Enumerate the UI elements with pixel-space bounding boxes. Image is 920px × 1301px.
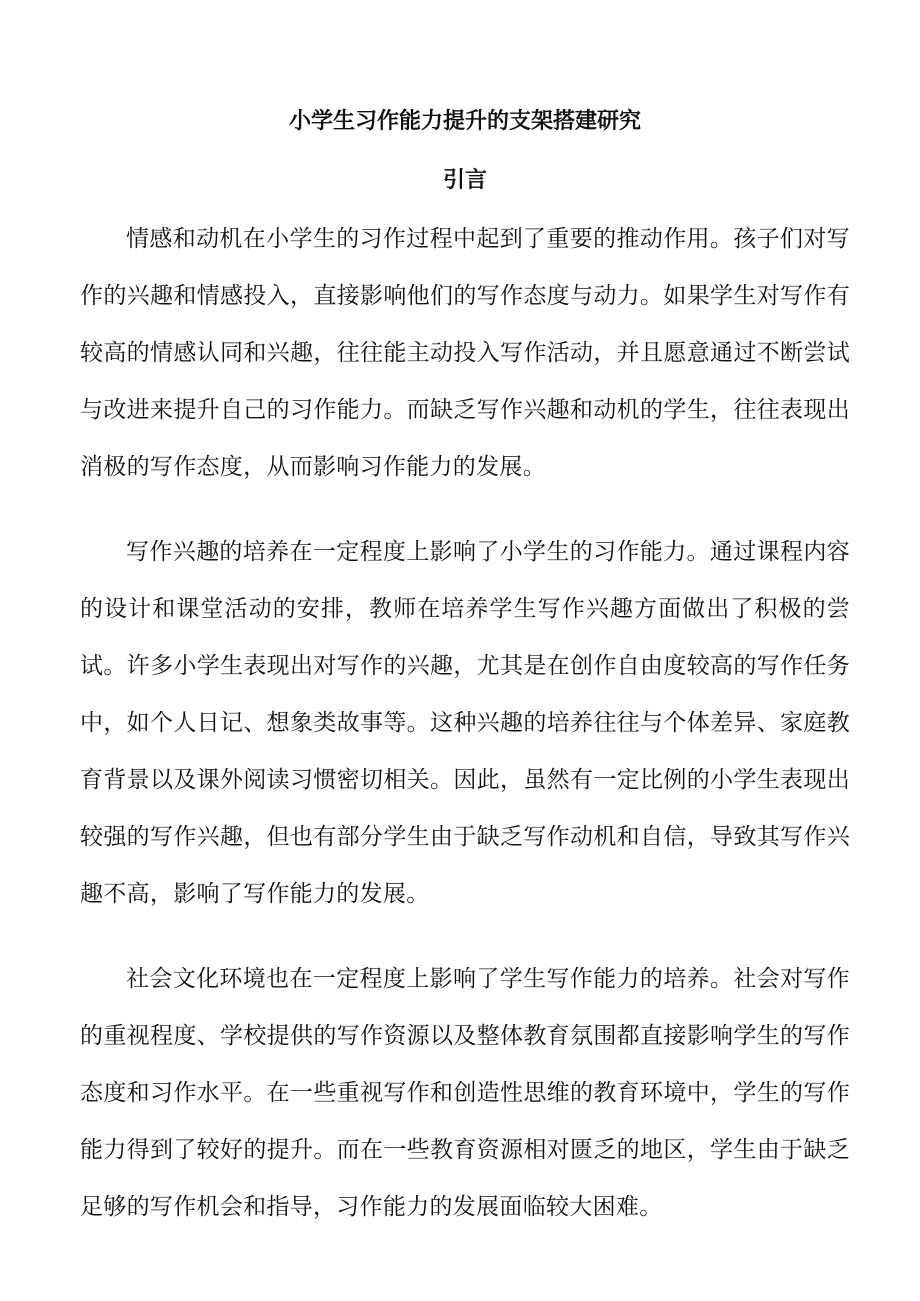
document-title: 小学生习作能力提升的支架搭建研究 xyxy=(288,109,641,134)
paragraph-1: 情感和动机在小学生的习作过程中起到了重要的推动作用。孩子们对写作的兴趣和情感投入，直接影响他们的写作态度与动力。如果学生对写作有较高的情感认同和兴趣，往往能主动投入写作活动，并且愿意通过不断尝试与改进来提升自己的习作能力。而缺乏写作兴趣和动机的学生，往往表现出消极的写作态度，从而影响习作能力的发展。 xyxy=(80,226,850,480)
section-heading: 引言 xyxy=(442,168,487,193)
paragraph-2: 写作兴趣的培养在一定程度上影响了小学生的习作能力。通过课程内容的设计和课堂活动的安排，教师在培养学生写作兴趣方面做出了积极的尝试。许多小学生表现出对写作的兴趣，尤其是在创作自由度较高的写作任务中，如个人日记、想象类故事等。这种兴趣的培养往往与个体差异、家庭教育背景以及课外阅读习惯密切相关。因此，虽然有一定比例的小学生表现出较强的写作兴趣，但也有部分学生由于缺乏写作动机和自信，导致其写作兴趣不高，影响了写作能力的发展。 xyxy=(80,539,850,907)
document-page xyxy=(80,100,850,1236)
paragraph-3: 社会文化环境也在一定程度上影响了学生写作能力的培养。社会对写作的重视程度、学校提供的写作资源以及整体教育氛围都直接影响学生的写作态度和习作水平。在一些重视写作和创造性思维的教育环境中，学生的写作能力得到了较好的提升。而在一些教育资源相对匮乏的地区，学生由于缺乏足够的写作机会和指导，习作能力的发展面临较大困难。 xyxy=(80,966,850,1220)
document-body xyxy=(80,211,850,1236)
